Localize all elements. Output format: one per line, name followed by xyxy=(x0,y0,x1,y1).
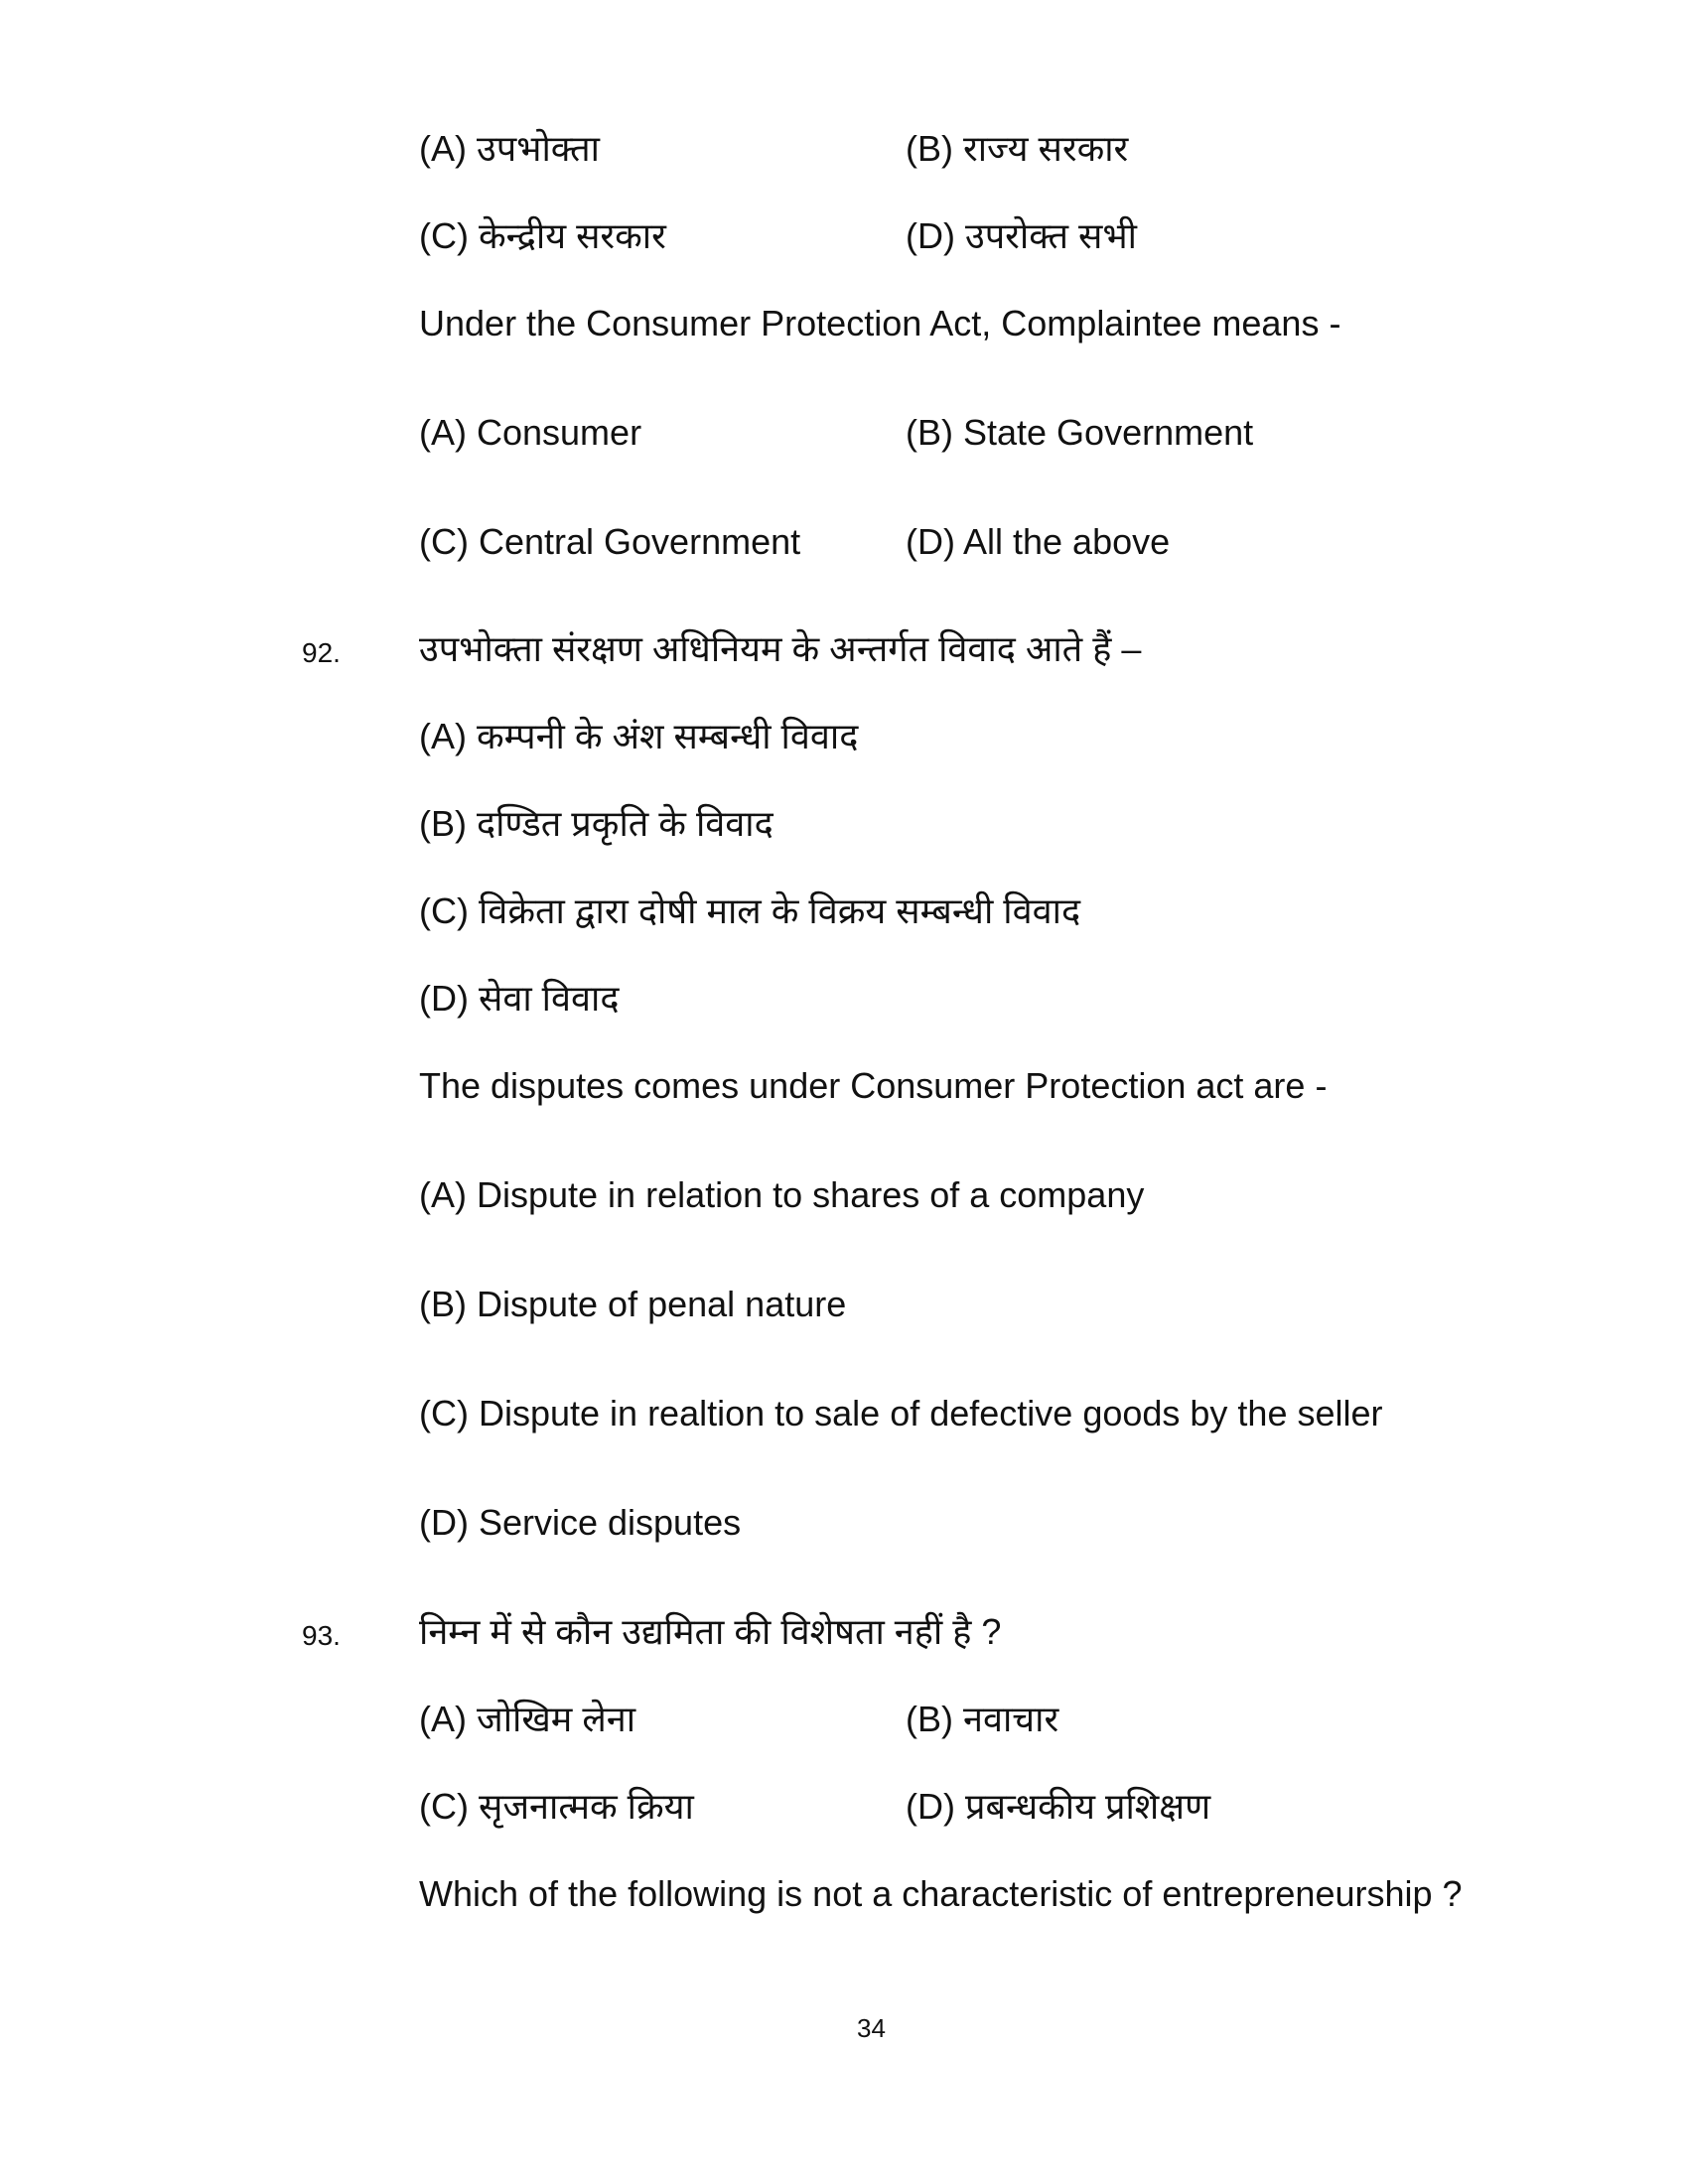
q91-english-option-b: (B) State Government xyxy=(906,412,1254,453)
q93-hindi-question: निम्न में से कौन उद्यमिता की विशेषता नहीं है ? xyxy=(419,1611,1002,1652)
q93-hindi-option-d: (D) प्रबन्धकीय प्रशिक्षण xyxy=(906,1786,1211,1827)
q92-hindi-option-a: (A) कम्पनी के अंश सम्बन्धी विवाद xyxy=(419,716,859,756)
q92-hindi-question: उपभोक्ता संरक्षण अधिनियम के अन्तर्गत विवाद आते हैं – xyxy=(419,628,1142,669)
q91-english-option-a: (A) Consumer xyxy=(419,412,642,453)
q92-english-option-d: (D) Service disputes xyxy=(419,1502,742,1543)
q92-english-option-b: (B) Dispute of penal nature xyxy=(419,1284,847,1324)
q91-hindi-option-b: (B) राज्य सरकार xyxy=(906,128,1129,169)
q92-number: 92. xyxy=(302,637,341,668)
q93-hindi-option-a: (A) जोखिम लेना xyxy=(419,1699,636,1739)
q91-hindi-option-d: (D) उपरोक्त सभी xyxy=(906,215,1137,256)
q92-hindi-option-b: (B) दण्डित प्रकृति के विवाद xyxy=(419,803,774,844)
q93-number: 93. xyxy=(302,1620,341,1651)
q92-hindi-option-c: (C) विक्रेता द्वारा दोषी माल के विक्रय सम्बन्धी विवाद xyxy=(419,890,1081,931)
q91-hindi-option-c: (C) केन्द्रीय सरकार xyxy=(419,215,666,256)
q91-hindi-option-a: (A) उपभोक्ता xyxy=(419,128,600,169)
q91-english-question: Under the Consumer Protection Act, Complaintee means - xyxy=(419,303,1341,343)
q91-english-option-c: (C) Central Government xyxy=(419,521,801,562)
q92-english-question: The disputes comes under Consumer Protection act are - xyxy=(419,1065,1328,1106)
q93-hindi-option-c: (C) सृजनात्मक क्रिया xyxy=(419,1786,694,1827)
q92-english-option-c: (C) Dispute in realtion to sale of defective goods by the seller xyxy=(419,1393,1383,1433)
q92-english-option-a: (A) Dispute in relation to shares of a company xyxy=(419,1174,1145,1215)
page-number: 34 xyxy=(857,2013,886,2043)
q92-hindi-option-d: (D) सेवा विवाद xyxy=(419,978,620,1019)
q93-english-question: Which of the following is not a characteristic of entrepreneurship ? xyxy=(419,1873,1463,1914)
q91-english-option-d: (D) All the above xyxy=(906,521,1171,562)
q93-hindi-option-b: (B) नवाचार xyxy=(906,1699,1059,1739)
